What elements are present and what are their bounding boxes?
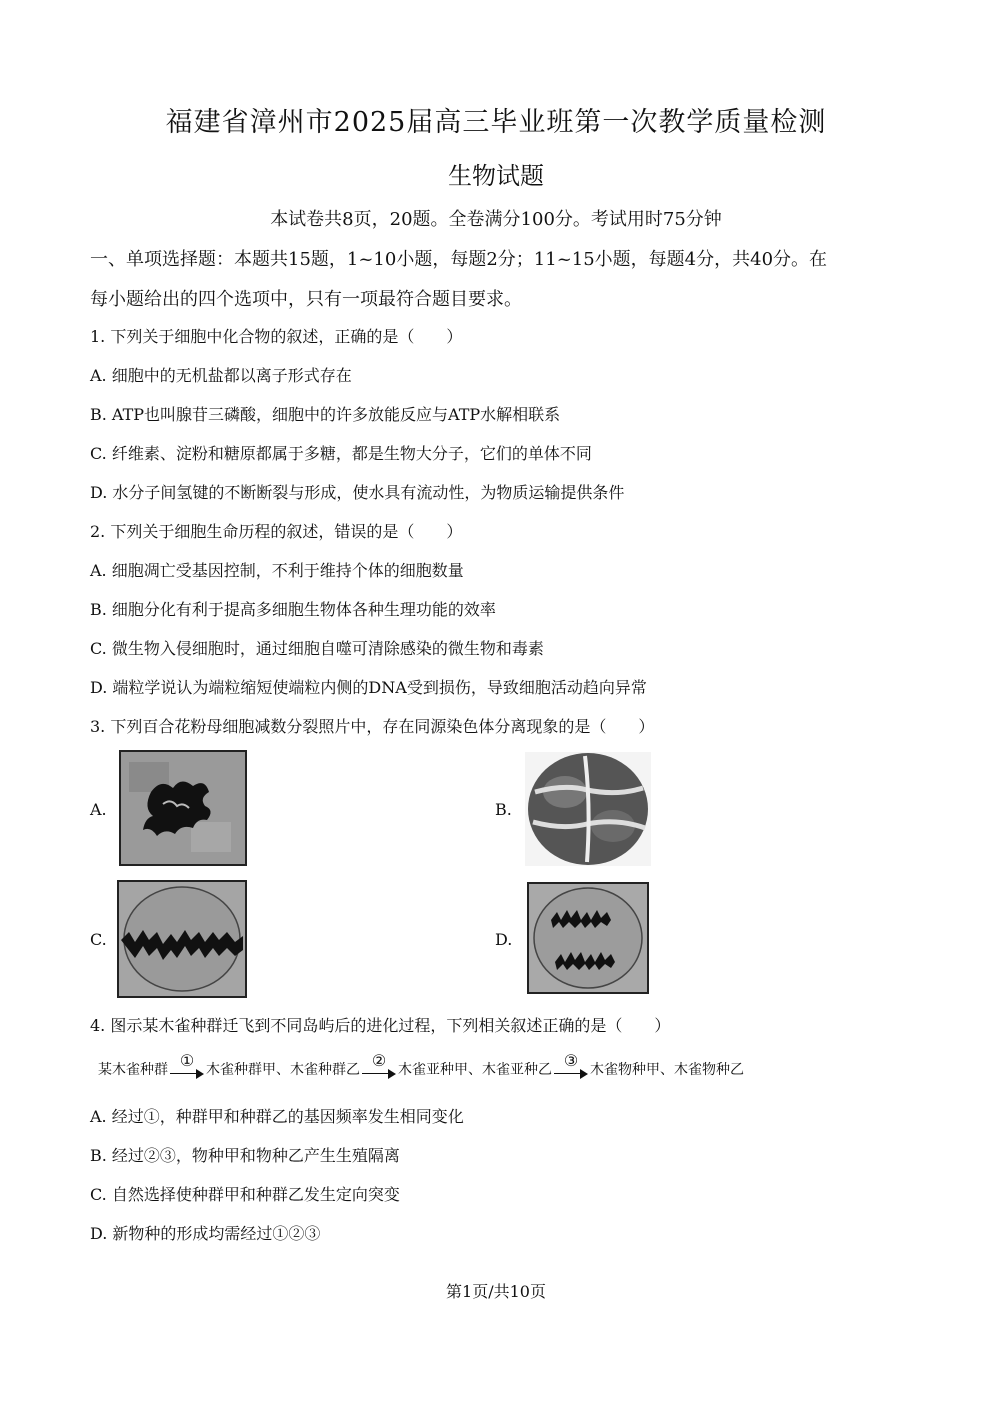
question-1-option-c: C. 纤维素、淀粉和糖原都属于多糖，都是生物大分子，它们的单体不同	[90, 444, 592, 463]
question-4-option-b: B. 经过②③，物种甲和物种乙产生生殖隔离	[90, 1146, 400, 1165]
micrograph-c	[117, 880, 247, 998]
question-2-option-a: A. 细胞凋亡受基因控制，不利于维持个体的细胞数量	[90, 561, 464, 580]
flow-arrow-1	[170, 1053, 204, 1079]
question-3-label-a: A.	[90, 800, 107, 819]
question-4-option-d: D. 新物种的形成均需经过①②③	[90, 1224, 321, 1243]
exam-subtitle: 生物试题	[448, 162, 544, 190]
question-1-stem: 1. 下列关于细胞中化合物的叙述，正确的是（ ）	[90, 327, 463, 346]
micrograph-a	[119, 750, 247, 866]
exam-title: 福建省漳州市2025届高三毕业班第一次教学质量检测	[165, 107, 827, 138]
flow-step-1-label: ①	[179, 1051, 195, 1070]
micrograph-d	[527, 882, 649, 994]
flow-arrow-3	[554, 1053, 588, 1079]
flow-mid-2: 木雀亚种甲、木雀亚种乙	[398, 1062, 552, 1078]
page-number: 第1页/共10页	[446, 1282, 546, 1301]
question-3-label-c: C.	[90, 930, 107, 949]
question-1-option-d: D. 水分子间氢键的不断断裂与形成，使水具有流动性，为物质运输提供条件	[90, 483, 625, 502]
flow-end: 木雀物种甲、木雀物种乙	[590, 1062, 744, 1078]
question-1-option-b: B. ATP也叫腺苷三磷酸，细胞中的许多放能反应与ATP水解相联系	[90, 405, 561, 424]
flow-start: 某木雀种群	[98, 1062, 168, 1078]
question-3-label-b: B.	[495, 800, 512, 819]
section-instruction-line2: 每小题给出的四个选项中，只有一项最符合题目要求。	[90, 289, 522, 310]
flow-step-3-label: ③	[563, 1051, 579, 1070]
question-2-option-d: D. 端粒学说认为端粒缩短使端粒内侧的DNA受到损伤，导致细胞活动趋向异常	[90, 678, 647, 697]
flow-step-2-label: ②	[371, 1051, 387, 1070]
section-instruction-line1: 一、单项选择题：本题共15题，1~10小题，每题2分；11~15小题，每题4分，共40分。在	[90, 249, 828, 270]
flow-arrow-2	[362, 1053, 396, 1079]
exam-info: 本试卷共8页，20题。全卷满分100分。考试用时75分钟	[270, 209, 722, 230]
question-4-option-a: A. 经过①，种群甲和种群乙的基因频率发生相同变化	[90, 1107, 464, 1126]
question-2-option-c: C. 微生物入侵细胞时，通过细胞自噬可清除感染的微生物和毒素	[90, 639, 544, 658]
question-3-stem: 3. 下列百合花粉母细胞减数分裂照片中，存在同源染色体分离现象的是（ ）	[90, 717, 655, 736]
question-1-option-a: A. 细胞中的无机盐都以离子形式存在	[90, 366, 352, 385]
question-4-stem: 4. 图示某木雀种群迁飞到不同岛屿后的进化过程，下列相关叙述正确的是（ ）	[90, 1016, 671, 1035]
question-2-stem: 2. 下列关于细胞生命历程的叙述，错误的是（ ）	[90, 522, 463, 541]
arrow-right-icon	[554, 1069, 588, 1079]
evolution-flow-diagram	[98, 1053, 744, 1079]
arrow-right-icon	[170, 1069, 204, 1079]
question-3-label-d: D.	[495, 930, 513, 949]
question-4-option-c: C. 自然选择使种群甲和种群乙发生定向突变	[90, 1185, 400, 1204]
arrow-right-icon	[362, 1069, 396, 1079]
micrograph-b	[525, 752, 651, 866]
question-2-option-b: B. 细胞分化有利于提高多细胞生物体各种生理功能的效率	[90, 600, 496, 619]
flow-mid-1: 木雀种群甲、木雀种群乙	[206, 1062, 360, 1078]
